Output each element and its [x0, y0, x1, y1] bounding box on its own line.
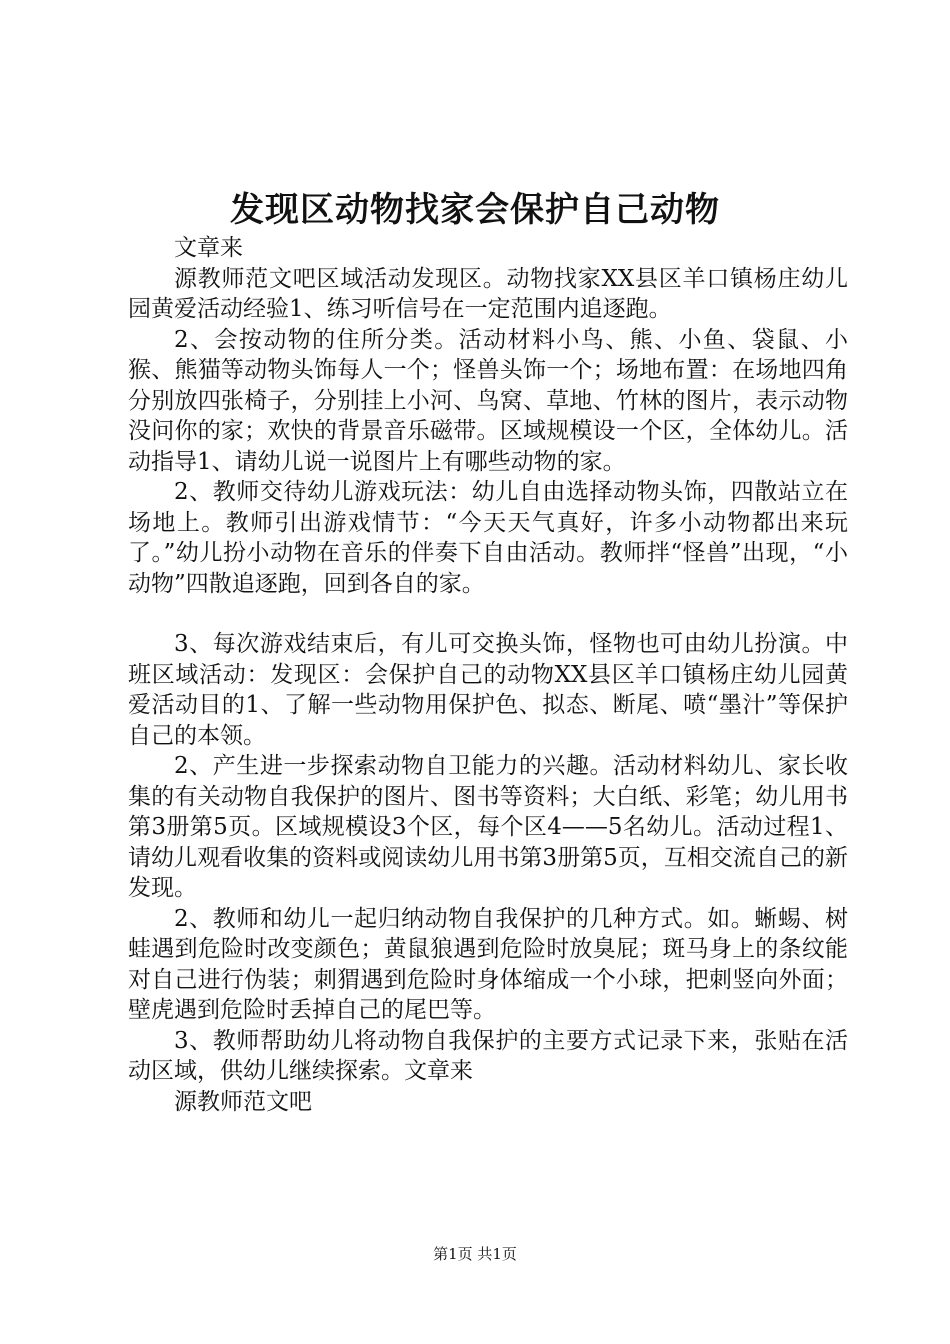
document-title: 发现区动物找家会保护自己动物: [230, 190, 720, 230]
paragraph: 2、产生进一步探索动物自卫能力的兴趣。活动材料幼儿、家长收集的有关动物自我保护的图片、图书等资料；大白纸、彩笔；幼儿用书第3册第5页。区域规模设3个区，每个区4——5名幼儿。活动过程1、请幼儿观看收集的资料或阅读幼儿用书第3册第5页，互相交流自己的新发现。: [128, 753, 848, 901]
paragraph: 2、教师和幼儿一起归纳动物自我保护的几种方式。如。蜥蜴、树蛙遇到危险时改变颜色；黄鼠狼遇到危险时放臭屁；斑马身上的条纹能对自己进行伪装；刺猬遇到危险时身体缩成一个小球，把刺竖向外面；壁虎遇到危险时丢掉自己的尾巴等。: [128, 905, 848, 1023]
paragraph: 2、会按动物的住所分类。活动材料小鸟、熊、小鱼、袋鼠、小猴、熊猫等动物头饰每人一个；怪兽头饰一个；场地布置：在场地四角分别放四张椅子，分别挂上小河、鸟窝、草地、竹林的图片，表示动物没问你的家；欢快的背景音乐磁带。区域规模设一个区，全体幼儿。活动指导1、请幼儿说一说图片上有哪些动物的家。: [128, 326, 848, 475]
page-footer: 第1页 共1页: [433, 1245, 517, 1263]
paragraph: 2、教师交待幼儿游戏玩法：幼儿自由选择动物头饰，四散站立在场地上。教师引出游戏情节：“今天天气真好，许多小动物都出来玩了。”幼儿扮小动物在音乐的伴奏下自由活动。教师拌“怪兽”出现，“小动物”四散追逐跑，回到各自的家。: [128, 479, 848, 597]
paragraph: 文章来: [174, 235, 243, 261]
paragraph: 源教师范文吧区域活动发现区。动物找家XX县区羊口镇杨庄幼儿园黄爱活动经验1、练习听信号在一定范围内追逐跑。: [128, 265, 848, 322]
paragraph: 源教师范文吧: [174, 1088, 312, 1115]
document-body: [128, 233, 848, 1117]
paragraph: 3、教师帮助幼儿将动物自我保护的主要方式记录下来，张贴在活动区域，供幼儿继续探索。文章来: [128, 1027, 848, 1084]
paragraph: 3、每次游戏结束后，有儿可交换头饰，怪物也可由幼儿扮演。中班区域活动：发现区：会保护自己的动物XX县区羊口镇杨庄幼儿园黄爱活动目的1、了解一些动物用保护色、拟态、断尾、喷“墨汁”等保护自己的本领。: [128, 631, 848, 749]
